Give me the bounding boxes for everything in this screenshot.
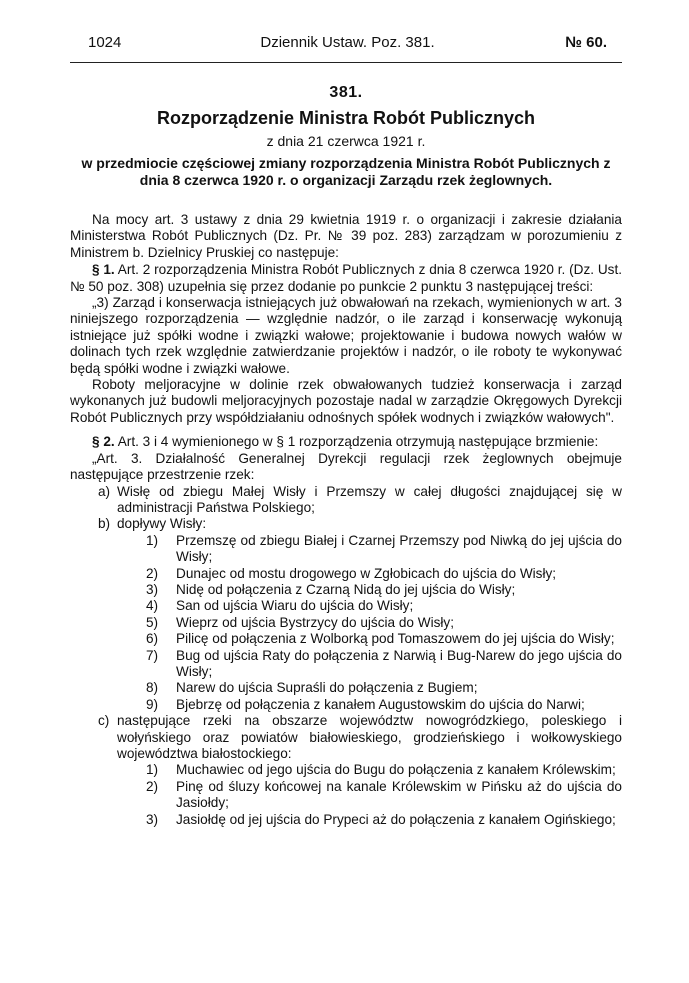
sub-list-item bbox=[70, 615, 622, 631]
section-2-text: Art. 3 i 4 wymienionego w § 1 rozporządzenia otrzymują następujące brzmienie: bbox=[117, 434, 599, 450]
list-item bbox=[70, 713, 622, 762]
list-item-label: a) bbox=[98, 483, 111, 499]
list-item bbox=[70, 516, 622, 532]
sub-list-item-text: Bjebrzę od połączenia z kanałem Augustowskim do ujścia do Narwi; bbox=[176, 696, 585, 712]
sub-list-item bbox=[70, 598, 622, 614]
list-item-text: następujące rzeki na obszarze województw nowogródzkiego, poleskiego i wołyńskiego oraz powiatów białowieskiego, grodzieńskiego i wołkowyskiego województwa białostockiego: bbox=[117, 713, 622, 761]
sub-list-item bbox=[70, 648, 622, 681]
sub-list-item bbox=[70, 582, 622, 598]
document-body bbox=[70, 212, 622, 828]
section-1-quote-1: „3) Zarząd i konserwacja istniejących już obwałowań na rzekach, wymienionych w art. 3 niniejszego rozporządzenia — względnie nadzór, o ile zarząd i konserwację wykonują istniejące już spółki wodne i związki wałowe; projektowanie i budowa nowych wałów w dolinach tych rzek względnie zatwierdzanie projektów i nadzór, o ile roboty te wykonywać będą spółki wodne i związki wałowe. bbox=[70, 295, 622, 376]
sub-list-item-text: Nidę od połączenia z Czarną Nidą do jej ujścia do Wisły; bbox=[176, 581, 516, 597]
sub-list-item-text: Wieprz od ujścia Bystrzycy do ujścia do Wisły; bbox=[176, 614, 454, 630]
issue-number: № 60. bbox=[565, 34, 607, 51]
sub-list-item bbox=[70, 566, 622, 582]
sub-list-item-label: 6) bbox=[146, 631, 159, 647]
list-item-label: b) bbox=[98, 516, 111, 532]
sub-list-item bbox=[70, 697, 622, 713]
sub-list-item bbox=[70, 533, 622, 566]
sub-list-item bbox=[70, 631, 622, 647]
sub-list-item-text: Pinę od śluzy końcowej na kanale Królewskim w Pińsku aż do ujścia do Jasiołdy; bbox=[176, 778, 622, 811]
list-item-text: dopływy Wisły: bbox=[117, 516, 207, 532]
list-item bbox=[70, 484, 622, 517]
sub-list-item-text: Pilicę od połączenia z Wolborką pod Tomaszowem do jej ujścia do Wisły; bbox=[176, 631, 615, 647]
sub-list-item-label: 9) bbox=[146, 696, 159, 712]
sub-list-item-text: Bug od ujścia Raty do połączenia z Narwią i Bug-Narew do jego ujścia do Wisły; bbox=[176, 647, 622, 679]
section-1-text: Art. 2 rozporządzenia Ministra Robót Publicznych z dnia 8 czerwca 1920 r. (Dz. Ust. № 50 poz. 308) uzupełnia się przez dodanie po punkcie 2 punktu 3 następującej treści: bbox=[70, 262, 623, 294]
sub-list-item bbox=[70, 779, 622, 812]
section-2-label: § 2. bbox=[92, 434, 115, 450]
sub-list-item-label: 8) bbox=[146, 680, 159, 696]
section-1-label: § 1. bbox=[92, 262, 115, 278]
sub-list-item-text: Narew do ujścia Supraśli do połączenia z Bugiem; bbox=[176, 680, 478, 696]
preamble: Na mocy art. 3 ustawy z dnia 29 kwietnia 1919 r. o organizacji i zakresie działania Ministerstwa Robót Publicznych (Dz. Pr. № 39 poz. 283) zarządzam w porozumieniu z Ministrem b. Dzielnicy Pruskiej co następuje: bbox=[70, 212, 622, 260]
page-number: 1024 bbox=[88, 34, 122, 51]
sub-list-item-text: Muchawiec od jego ujścia do Bugu do połączenia z kanałem Królewskim; bbox=[176, 762, 616, 778]
sub-list-item-label: 3) bbox=[146, 581, 159, 597]
document-subject: w przedmiocie częściowej zmiany rozporządzenia Ministra Robót Publicznych z dnia 8 czerwca 1920 r. o organizacji Zarządu rzek żeglownych. bbox=[81, 155, 611, 188]
sub-list-item bbox=[70, 762, 622, 778]
sub-list-item bbox=[70, 812, 622, 828]
sub-list-item-label: 3) bbox=[146, 811, 159, 827]
sub-list-item-label: 4) bbox=[146, 598, 159, 614]
document-title: Rozporządzenie Ministra Robót Publicznych bbox=[156, 108, 536, 128]
article-3-intro: „Art. 3. Działalność Generalnej Dyrekcji regulacji rzek żeglownych obejmuje następujące przestrzenie rzek: bbox=[70, 450, 622, 483]
sub-list-item-text: Jasiołdę od jej ujścia do Prypeci aż do połączenia z kanałem Ogińskiego; bbox=[176, 811, 616, 827]
sub-list-item-label: 2) bbox=[146, 778, 159, 794]
header-rule bbox=[70, 62, 622, 63]
sub-list-item bbox=[70, 680, 622, 696]
running-header bbox=[88, 34, 607, 54]
sub-list-item-label: 1) bbox=[146, 532, 159, 548]
sub-list-item-label: 1) bbox=[146, 762, 159, 778]
list-item-text: Wisłę od zbiegu Małej Wisły i Przemszy w całej długości znajdującej się w administracji Państwa Polskiego; bbox=[117, 483, 622, 515]
section-2 bbox=[70, 434, 622, 450]
list-item-label: c) bbox=[98, 713, 110, 729]
sub-list-item-label: 2) bbox=[146, 565, 159, 581]
sub-list-item-text: San od ujścia Wiaru do ujścia do Wisły; bbox=[176, 598, 414, 614]
title-block bbox=[70, 84, 622, 149]
section-1 bbox=[70, 262, 622, 295]
document-number: 381. bbox=[329, 84, 363, 101]
sub-list-item-text: Przemszę od zbiegu Białej i Czarnej Przemszy pod Niwką do jej ujścia do Wisły; bbox=[176, 532, 622, 565]
document-date: z dnia 21 czerwca 1921 r. bbox=[266, 133, 426, 149]
sub-list-item-label: 5) bbox=[146, 614, 159, 630]
sub-list-item-label: 7) bbox=[146, 647, 159, 663]
journal-title: Dziennik Ustaw. Poz. 381. bbox=[260, 34, 435, 51]
sub-list-item-text: Dunajec od mostu drogowego w Zgłobicach do ujścia do Wisły; bbox=[176, 565, 557, 581]
section-1-quote-2: Roboty meljoracyjne w dolinie rzek obwałowanych tudzież konserwacja i zarząd wykonanych już budowli meljoracyjnych pozostaje nadal w zarządzie Okręgowych Dyrekcji Robót Publicznych przy współdziałaniu odnośnych spółek wodnych i związków wałowych". bbox=[70, 377, 622, 425]
